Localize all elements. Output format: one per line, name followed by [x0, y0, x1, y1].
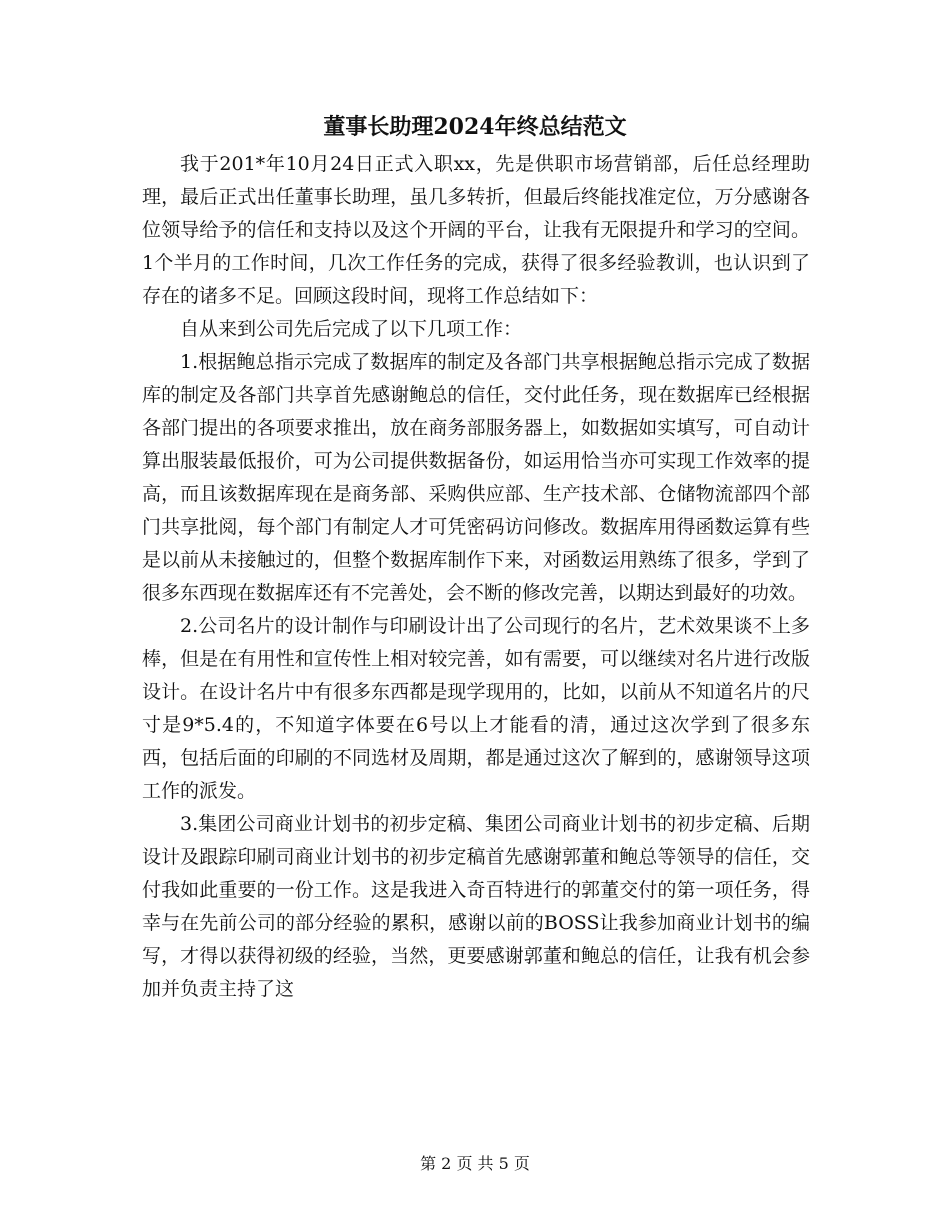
paragraph-item-2-business-card: 2.公司名片的设计制作与印刷设计出了公司现行的名片，艺术效果谈不上多棒，但是在有用性和宣传性上相对较完善，如有需要，可以继续对名片进行改版设计。在设计名片中有很多东西都是现学现用的，比如，以前从不知道名片的尺寸是9*5.4的，不知道字体要在6号以上才能看的清，通过这次学到了很多东西，包括后面的印刷的不同选材及周期，都是通过这次了解到的，感谢领导这项工作的派发。	[142, 615, 810, 802]
paragraph-item-3-business-plan: 3.集团公司商业计划书的初步定稿、集团公司商业计划书的初步定稿、后期设计及跟踪印刷司商业计划书的初步定稿首先感谢郭董和鲍总等领导的信任，交付我如此重要的一份工作。这是我进入奇百特进行的郭董交付的第一项任务，得幸与在先前公司的部分经验的累积，感谢以前的BOSS让我参加商业计划书的编写，才得以获得初级的经验，当然，更要感谢郭董和鲍总的信任，让我有机会参加并负责主持了这	[142, 813, 810, 1000]
document-title: 董事长助理2024年终总结范文	[323, 114, 627, 140]
document-body	[142, 148, 810, 1006]
page-number-footer: 第 2 页 共 5 页	[420, 1154, 530, 1173]
paragraph-work-list-intro: 自从来到公司先后完成了以下几项工作：	[180, 318, 523, 340]
paragraph-intro: 我于201*年10月24日正式入职xx，先是供职市场营销部，后任总经理助理，最后正式出任董事长助理，虽几多转折，但最后终能找准定位，万分感谢各位领导给予的信任和支持以及这个开阔的平台，让我有无限提升和学习的空间。1个半月的工作时间，几次工作任务的完成，获得了很多经验教训，也认识到了存在的诸多不足。回顾这段时间，现将工作总结如下：	[142, 153, 810, 307]
paragraph-item-1-database: 1.根据鲍总指示完成了数据库的制定及各部门共享根据鲍总指示完成了数据库的制定及各部门共享首先感谢鲍总的信任，交付此任务，现在数据库已经根据各部门提出的各项要求推出，放在商务部服务器上，如数据如实填写，可自动计算出服装最低报价，可为公司提供数据备份，如运用恰当亦可实现工作效率的提高，而且该数据库现在是商务部、采购供应部、生产技术部、仓储物流部四个部门共享批阅，每个部门有制定人才可凭密码访问修改。数据库用得函数运算有些是以前从未接触过的，但整个数据库制作下来，对函数运用熟练了很多，学到了很多东西现在数据库还有不完善处，会不断的修改完善，以期达到最好的功效。	[142, 351, 810, 604]
